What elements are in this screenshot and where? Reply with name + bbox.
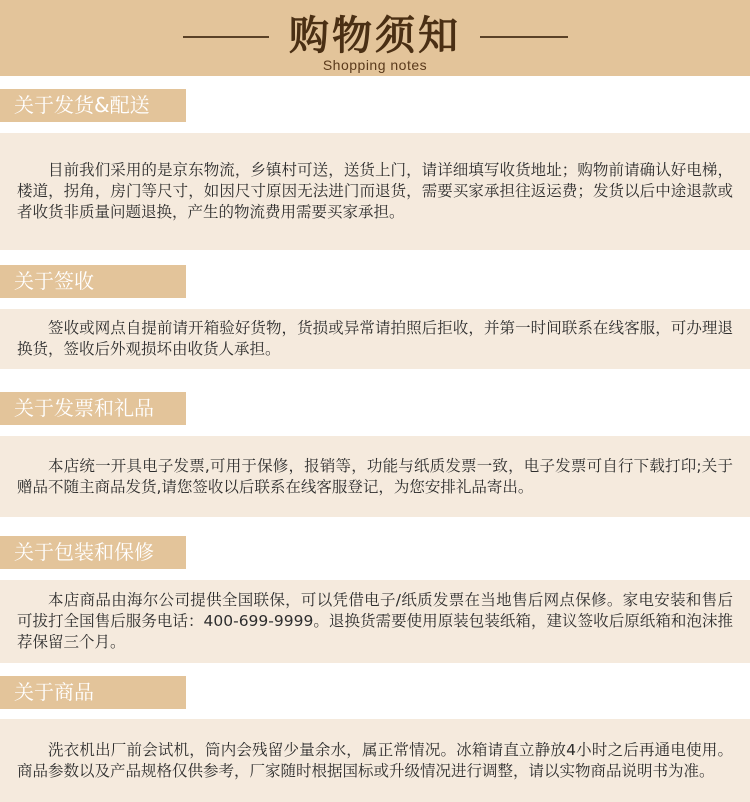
section-text-signing: 签收或网点自提前请开箱验好货物，货损或异常请拍照后拒收，并第一时间联系在线客服，可办理退换货，签收后外观损坏由收货人承担。: [17, 319, 733, 358]
header-divider-right: [480, 36, 568, 38]
section-title-invoice: 关于发票和礼品: [0, 392, 186, 425]
section-title-signing: 关于签收: [0, 265, 186, 298]
section-body-product: [0, 719, 750, 802]
section-text-shipping: 目前我们采用的是京东物流，乡镇村可送，送货上门，请详细填写收货地址；购物前请确认好电梯，楼道，拐角，房门等尺寸，如因尺寸原因无法进门而退货，需要买家承担往返运费；发货以后中途退款或者收货非质量问题退换，产生的物流费用需要买家承担。: [17, 161, 733, 221]
page-title: 购物须知: [289, 12, 461, 59]
section-body-shipping: [0, 133, 750, 250]
section-text-invoice: 本店统一开具电子发票,可用于保修，报销等，功能与纸质发票一致，电子发票可自行下载打印;关于赠品不随主商品发货,请您签收以后联系在线客服登记，为您安排礼品寄出。: [17, 456, 733, 496]
section-title-product: 关于商品: [0, 676, 186, 709]
section-title-shipping: 关于发货&配送: [0, 89, 186, 122]
section-body-warranty: [0, 580, 750, 663]
page-subtitle: Shopping notes: [322, 57, 428, 73]
page-header: [0, 0, 750, 76]
section-body-invoice: [0, 436, 750, 517]
section-body-signing: [0, 309, 750, 369]
section-text-product: 洗衣机出厂前会试机，筒内会残留少量余水，属正常情况。冰箱请直立静放4小时之后再通电使用。商品参数以及产品规格仅供参考，厂家随时根据国标或升级情况进行调整，请以实物商品说明书为准。: [17, 740, 733, 780]
section-title-warranty: 关于包装和保修: [0, 536, 186, 569]
section-text-warranty: 本店商品由海尔公司提供全国联保，可以凭借电子/纸质发票在当地售后网点保修。家电安装和售后可拔打全国售后服务电话：400-699-9999。退换货需要使用原装包装纸箱，建议签收后原纸箱和泡沫推荐保留三个月。: [17, 591, 733, 651]
